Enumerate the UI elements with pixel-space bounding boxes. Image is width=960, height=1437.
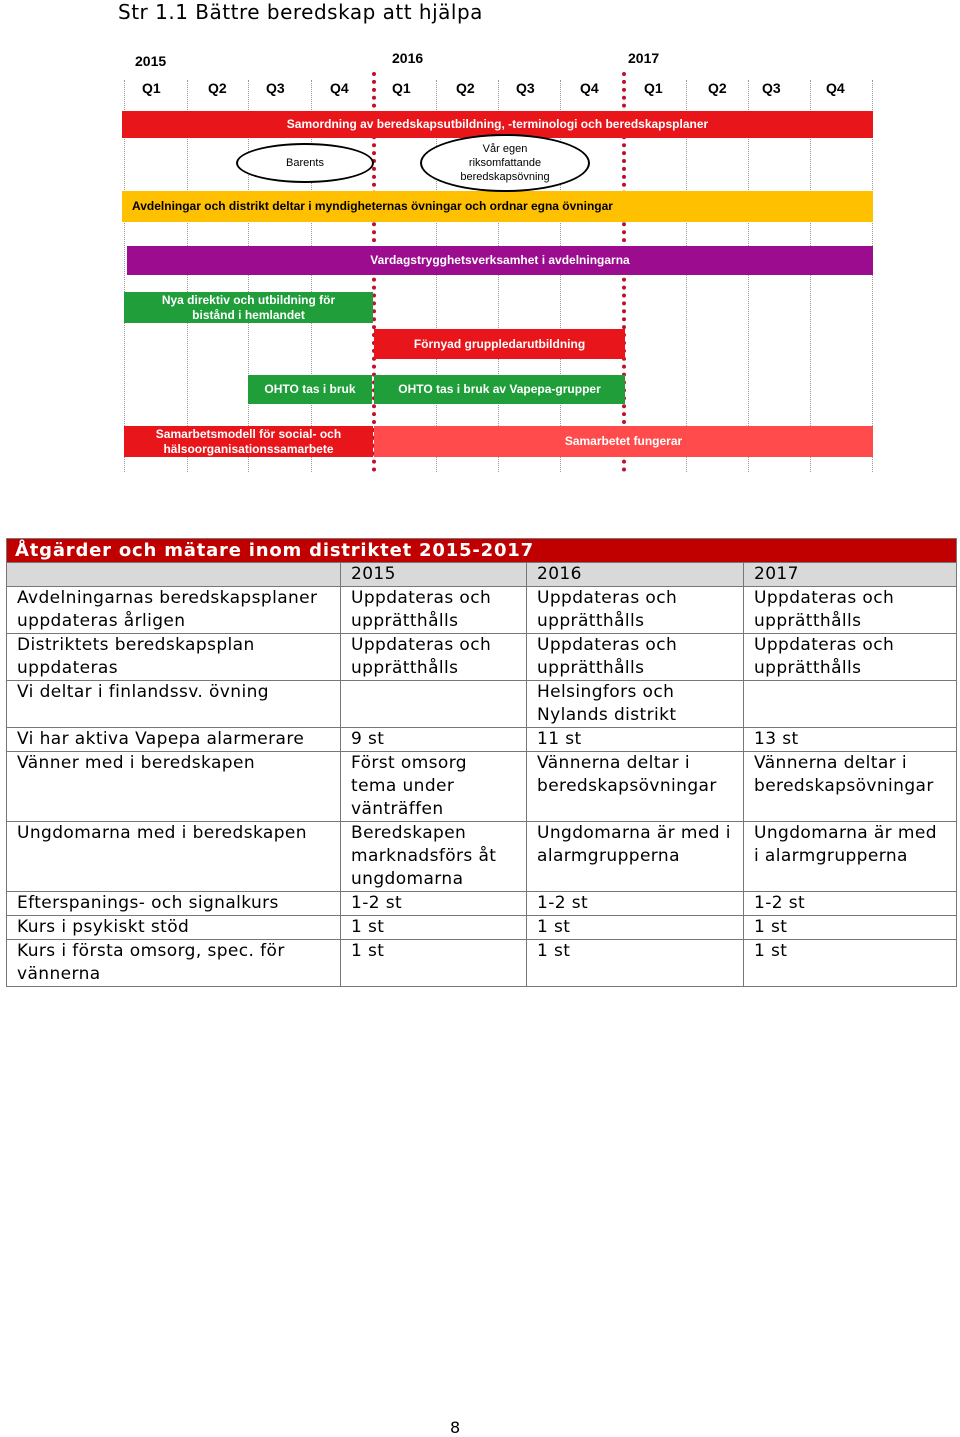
page-number: 8 (450, 1418, 461, 1437)
cell-2017: Vännerna deltar i beredskapsövningar (744, 752, 957, 822)
quarter-gridline (124, 80, 125, 472)
header-empty (7, 563, 341, 587)
quarter-gridline (187, 80, 188, 472)
table-row (7, 752, 957, 822)
cell-2017: 13 st (744, 728, 957, 752)
table-title-row (7, 539, 957, 563)
bar-vardagstrygghet: Vardagstrygghetsverksamhet i avdelningarna (127, 246, 873, 275)
header-year-2017: 2017 (744, 563, 957, 587)
year-label-2016: 2016 (392, 50, 424, 66)
bar-samordning: Samordning av beredskapsutbildning, -terminologi och beredskapsplaner (122, 111, 873, 138)
year-label-2015: 2015 (135, 53, 167, 69)
cell-2015: Beredskapen marknadsförs åt ungdomarna (341, 822, 527, 892)
quarter-label: Q3 (762, 80, 781, 96)
row-label: Vänner med i beredskapen (7, 752, 341, 822)
bubble-barents: Barents (236, 143, 374, 183)
quarter-label: Q2 (208, 80, 227, 96)
cell-2017: Uppdateras och upprätthålls (744, 587, 957, 634)
table-header-row (7, 563, 957, 587)
quarter-label: Q2 (456, 80, 475, 96)
quarter-gridline (248, 80, 249, 472)
quarter-label: Q4 (580, 80, 599, 96)
quarter-gridline (311, 80, 312, 472)
header-year-2015: 2015 (341, 563, 527, 587)
row-label: Ungdomarna med i beredskapen (7, 822, 341, 892)
cell-2015: Uppdateras och upprätthålls (341, 634, 527, 681)
bar-ohto: OHTO tas i bruk (248, 375, 372, 404)
cell-2015: 1 st (341, 916, 527, 940)
quarter-label: Q1 (644, 80, 663, 96)
row-label: Kurs i första omsorg, spec. för vännerna (7, 940, 341, 987)
cell-2016: 1-2 st (527, 892, 744, 916)
bar-nya-direktiv-label: Nya direktiv och utbildning för bistånd i hemlandet (161, 292, 336, 322)
bar-ohto-vapepa: OHTO tas i bruk av Vapepa-grupper (374, 375, 625, 404)
quarter-label: Q1 (142, 80, 161, 96)
cell-2017 (744, 681, 957, 728)
cell-2016: Uppdateras och upprätthålls (527, 587, 744, 634)
row-label: Avdelningarnas beredskapsplaner uppdateras årligen (7, 587, 341, 634)
measures-table (6, 538, 957, 987)
row-label: Kurs i psykiskt stöd (7, 916, 341, 940)
row-label: Efterspanings- och signalkurs (7, 892, 341, 916)
table-row (7, 681, 957, 728)
row-label: Vi deltar i finlandssv. övning (7, 681, 341, 728)
bar-nya-direktiv (124, 292, 373, 323)
quarter-gridline (748, 80, 749, 472)
quarter-label: Q4 (330, 80, 349, 96)
table-row (7, 940, 957, 987)
bar-samarbetet-fungerar: Samarbetet fungerar (374, 426, 873, 457)
cell-2017: 1 st (744, 916, 957, 940)
quarter-gridline (810, 80, 811, 472)
cell-2016: 1 st (527, 916, 744, 940)
cell-2015: Uppdateras och upprätthålls (341, 587, 527, 634)
quarter-label: Q3 (266, 80, 285, 96)
bar-samarbetsmodell-label: Samarbetsmodell för social- och hälsoorganisationssamarbete (155, 426, 342, 456)
quarter-label: Q1 (392, 80, 411, 96)
bubble-var-egen (420, 134, 590, 192)
table-row (7, 822, 957, 892)
header-year-2016: 2016 (527, 563, 744, 587)
cell-2016: 11 st (527, 728, 744, 752)
cell-2016: Uppdateras och upprätthålls (527, 634, 744, 681)
cell-2015: 1 st (341, 940, 527, 987)
cell-2016: 1 st (527, 940, 744, 987)
row-label: Distriktets beredskapsplan uppdateras (7, 634, 341, 681)
cell-2017: 1 st (744, 940, 957, 987)
table-row (7, 916, 957, 940)
quarter-gridline (872, 80, 873, 472)
quarter-gridline (436, 80, 437, 472)
cell-2017: Uppdateras och upprätthålls (744, 634, 957, 681)
bar-fornyad-gruppledarutbildning: Förnyad gruppledarutbildning (374, 329, 625, 359)
cell-2016: Ungdomarna är med i alarmgrupperna (527, 822, 744, 892)
table-row (7, 892, 957, 916)
year-label-2017: 2017 (628, 50, 660, 66)
cell-2017: Ungdomarna är med i alarmgrupperna (744, 822, 957, 892)
cell-2016: Vännerna deltar i beredskapsövningar (527, 752, 744, 822)
cell-2016: Helsingfors och Nylands distrikt (527, 681, 744, 728)
quarter-label: Q3 (516, 80, 535, 96)
quarter-gridline (560, 80, 561, 472)
table-row (7, 634, 957, 681)
bar-avdelningar-ovningar: Avdelningar och distrikt deltar i myndigheternas övningar och ordnar egna övningar (122, 191, 873, 222)
cell-2017: 1-2 st (744, 892, 957, 916)
table-row (7, 728, 957, 752)
quarter-gridline (686, 80, 687, 472)
cell-2015: 1-2 st (341, 892, 527, 916)
bubble-var-egen-label: Vår egen riksomfattande beredskapsövning (460, 143, 550, 183)
cell-2015: 9 st (341, 728, 527, 752)
timeline-chart (0, 0, 960, 480)
row-label: Vi har aktiva Vapepa alarmerare (7, 728, 341, 752)
table-title: Åtgärder och mätare inom distriktet 2015-2017 (7, 539, 957, 563)
section-heading: Str 1.1 Bättre beredskap att hjälpa (118, 0, 483, 24)
cell-2015: Först omsorg tema under vänträffen (341, 752, 527, 822)
quarter-label: Q4 (826, 80, 845, 96)
quarter-label: Q2 (708, 80, 727, 96)
bar-samarbetsmodell (124, 426, 373, 457)
table-row (7, 587, 957, 634)
cell-2015 (341, 681, 527, 728)
